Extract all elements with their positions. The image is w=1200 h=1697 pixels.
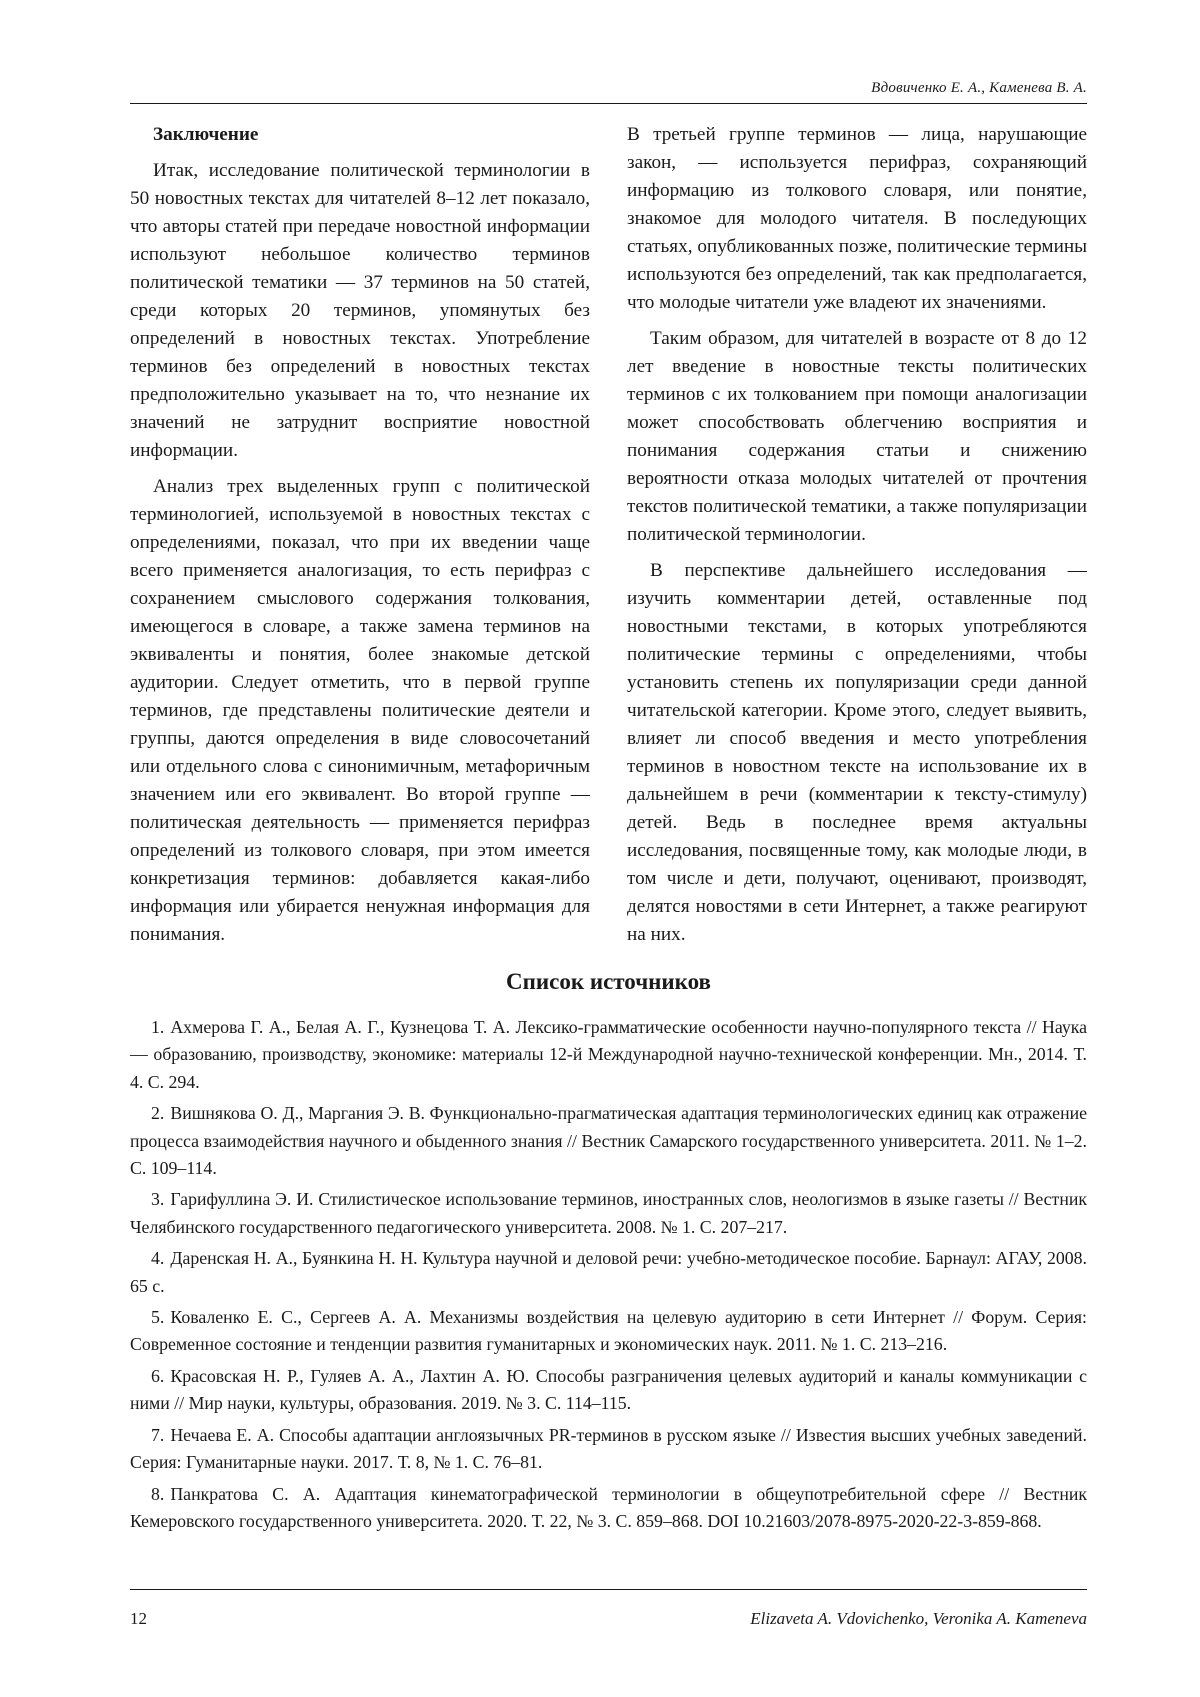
journal-page — [130, 0, 1087, 1697]
body-columns — [130, 121, 1087, 949]
paragraph: В перспективе дальнейшего исследования — изучить комментарии детей, оставленные под новостными текстами, в которых употребляются политические термины с определениями, чтобы установить степень их популяризации среди данной читательской категории. Кроме этого, следует выявить, влияет ли способ введения и место употребления терминов в новостном тексте на использование их в дальнейшем в речи (комментарии к тексту-стимулу) детей. Ведь в последнее время актуальны исследования, посвященные тому, как молодые люди, в том числе и дети, получают, оценивают, производят, делятся новостями в сети Интернет, а также реагируют на них. — [627, 560, 1087, 945]
reference-text: Красовская Н. Р., Гуляев А. А., Лахтин А. Ю. Способы разграничения целевых аудиторий и каналы коммуникации с ними // Мир науки, культуры, образования. 2019. № 3. С. 114–115. — [130, 1365, 1087, 1414]
reference-number: 8. — [151, 1483, 165, 1504]
reference-text: Панкратова С. А. Адаптация кинематографической терминологии в общеупотребительной сфере // Вестник Кемеровского государственного университета. 2020. Т. 22, № 3. С. 859–868. DOI 10.21603/2078-8975-2020-22-3-859-868. — [130, 1483, 1087, 1531]
reference-text: Даренская Н. А., Буянкина Н. Н. Культура научной и деловой речи: учебно-методическое пособие. Барнаул: АГАУ, 2008. 65 с. — [130, 1248, 1087, 1296]
paragraph: Таким образом, для читателей в возрасте от 8 до 12 лет введение в новостные тексты политических терминов с их толкованием при помощи аналогизации может способствовать облегчению восприятия и понимания содержания статьи и снижению вероятности отказа молодых читателей от прочтения текстов политической тематики, а также популяризации политической терминологии. — [627, 328, 1087, 545]
running-head: Вдовиченко Е. А., Каменева В. А. — [871, 80, 1087, 96]
right-column — [627, 121, 1087, 949]
reference-item — [130, 1304, 1087, 1359]
reference-text: Ахмерова Г. А., Белая А. Г., Кузнецова Т. А. Лексико-грамматические особенности научно-популярного текста // Наука — образованию, производству, экономике: материалы 12-й Международной научно-технической конференции. Мн., 2014. Т. 4. С. 294. — [130, 1017, 1087, 1092]
reference-item — [130, 1245, 1087, 1300]
paragraph: Анализ трех выделенных групп с политической терминологией, используемой в новостных текстах с определениями, показал, что при их введении чаще всего применяется аналогизация, то есть перифраз с сохранением смыслового содержания толкования, имеющегося в словаре, а также замена терминов на эквиваленты и понятия, более знакомые детской аудитории. Следует отметить, что в первой группе терминов, где представлены политические деятели и группы, даются определения в виде словосочетаний или отдельного слова с синонимичным, метафоричным значением или его эквивалент. Во второй группе — политическая деятельность — применяется перифраз определений из толкового словаря, при этом имеется конкретизация терминов: добавляется какая-либо информация или убирается ненужная информация для понимания. — [130, 476, 590, 945]
reference-item — [130, 1014, 1087, 1096]
reference-item — [130, 1481, 1087, 1536]
section-heading-conclusion: Заключение — [153, 124, 259, 145]
header-rule — [130, 103, 1087, 104]
reference-number: 6. — [151, 1365, 165, 1386]
paragraph: Итак, исследование политической терминологии в 50 новостных текстах для читателей 8–12 лет показало, что авторы статей при передаче новостной информации используют небольшое количество терминов политической тематики — 37 терминов на 50 статей, среди которых 20 терминов, упомянутых без определений в новостных текстах. Употребление терминов без определений в новостных текстах предположительно указывает на то, что незнание их значений не затруднит восприятие новостной информации. — [130, 160, 590, 461]
left-column — [130, 121, 590, 949]
reference-number: 5. — [151, 1307, 165, 1328]
reference-number: 2. — [151, 1103, 165, 1124]
reference-item — [130, 1186, 1087, 1241]
reference-number: 7. — [151, 1424, 165, 1445]
reference-item — [130, 1100, 1087, 1182]
footer-rule — [130, 1589, 1087, 1590]
reference-text: Нечаева Е. А. Способы адаптации англоязычных PR-терминов в русском языке // Известия высших учебных заведений. Серия: Гуманитарные науки. 2017. Т. 8, № 1. С. 76–81. — [130, 1424, 1087, 1473]
references-list — [130, 1014, 1087, 1539]
reference-text: Гарифуллина Э. И. Стилистическое использование терминов, иностранных слов, неологизмов в языке газеты // Вестник Челябинского государственного педагогического университета. 2008. № 1. С. 207–217. — [130, 1189, 1087, 1237]
reference-number: 4. — [151, 1248, 165, 1269]
reference-number: 3. — [151, 1189, 165, 1210]
footer-authors: Elizaveta A. Vdovichenko, Veronika A. Kameneva — [750, 1609, 1087, 1628]
references-title: Список источников — [506, 969, 711, 994]
reference-text: Вишнякова О. Д., Маргания Э. В. Функционально-прагматическая адаптация терминологических единиц как отражение процесса взаимодействия научного и обыденного знания // Вестник Самарского государственного университета. 2011. № 1–2. С. 109–114. — [130, 1103, 1087, 1179]
reference-number: 1. — [151, 1017, 165, 1037]
paragraph: В третьей группе терминов — лица, нарушающие закон, — используется перифраз, сохраняющий информацию из толкового словаря, или понятие, знакомое для молодого читателя. В последующих статьях, опубликованных позже, политические термины используются без определений, так как предполагается, что молодые читатели уже владеют их значениями. — [627, 124, 1087, 313]
page-number: 12 — [130, 1609, 147, 1628]
reference-item — [130, 1422, 1087, 1477]
reference-item — [130, 1363, 1087, 1418]
reference-text: Коваленко Е. С., Сергеев А. А. Механизмы воздействия на целевую аудиторию в сети Интернет // Форум. Серия: Современное состояние и тенденции развития гуманитарных и экономических наук. 2011. № 1. С. 213–216. — [130, 1307, 1087, 1355]
